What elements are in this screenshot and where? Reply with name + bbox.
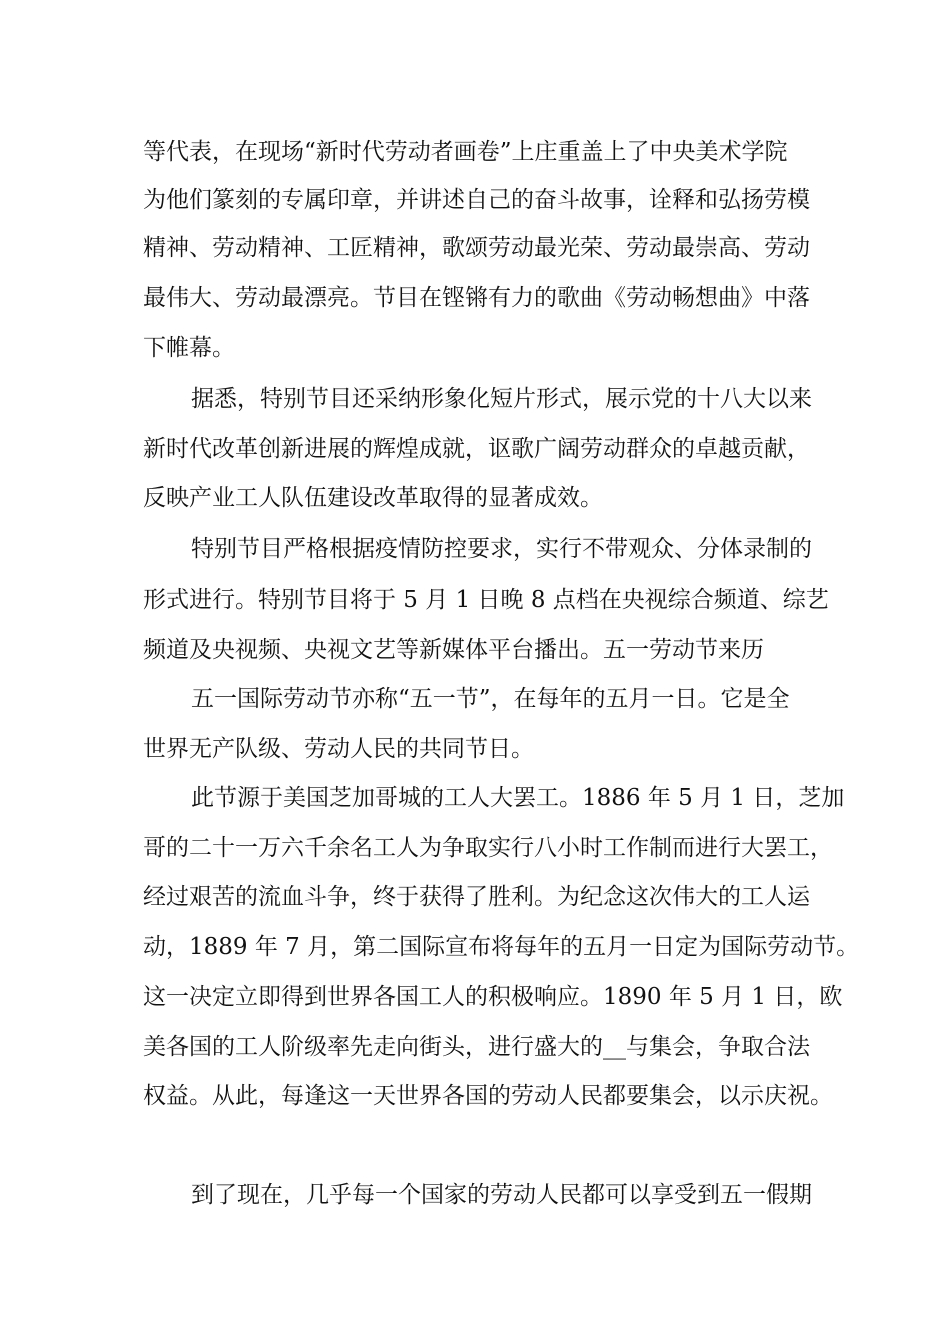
text-line: 精神、劳动精神、工匠精神，歌颂劳动最光荣、劳动最崇高、劳动 — [143, 235, 810, 261]
text-line: 经过艰苦的流血斗争，终于获得了胜利。为纪念这次伟大的工人运 — [143, 884, 810, 910]
text-line: 新时代改革创新进展的辉煌成就，讴歌广阔劳动群众的卓越贡献， — [143, 436, 810, 462]
paragraph-start-line: 五一国际劳动节亦称“五一节”，在每年的五月一日。它是全 — [191, 686, 790, 712]
paragraph-start-line: 据悉，特别节目还采纳形象化短片形式，展示党的十八大以来 — [191, 386, 812, 412]
paragraph-start-line: 到了现在，几乎每一个国家的劳动人民都可以享受到五一假期 — [191, 1182, 812, 1208]
text-line: 等代表，在现场“新时代劳动者画卷”上庄重盖上了中央美术学院 — [143, 139, 788, 165]
text-line: 权益。从此，每逢这一天世界各国的劳动人民都要集会，以示庆祝。 — [143, 1083, 833, 1109]
text-line: 世界无产队级、劳动人民的共同节日。 — [143, 736, 534, 762]
text-line: 为他们篆刻的专属印章，并讲述自己的奋斗故事，诠释和弘扬劳模 — [143, 187, 810, 213]
text-line: 哥的二十一万六千余名工人为争取实行八小时工作制而进行大罢工， — [143, 835, 833, 861]
text-line: 最伟大、劳动最漂亮。节目在铿锵有力的歌曲《劳动畅想曲》中落 — [143, 285, 810, 311]
text-line: 下帷幕。 — [143, 335, 235, 361]
text-line: 频道及央视频、央视文艺等新媒体平台播出。五一劳动节来历 — [143, 637, 764, 663]
text-line: 形式进行。特别节目将于 5 月 1 日晚 8 点档在央视综合频道、综艺 — [143, 587, 829, 613]
text-line: 这一决定立即得到世界各国工人的积极响应。1890 年 5 月 1 日，欧 — [143, 984, 843, 1010]
text-line: 反映产业工人队伍建设改革取得的显著成效。 — [143, 485, 603, 511]
paragraph-start-line: 特别节目严格根据疫情防控要求，实行不带观众、分体录制的 — [191, 536, 812, 562]
paragraph-start-line: 此节源于美国芝加哥城的工人大罢工。1886 年 5 月 1 日，芝加 — [191, 785, 845, 811]
text-line: 动，1889 年 7 月，第二国际宣布将每年的五月一日定为国际劳动节。 — [143, 934, 860, 960]
text-line: 美各国的工人阶级率先走向街头，进行盛大的__与集会，争取合法 — [143, 1034, 810, 1060]
